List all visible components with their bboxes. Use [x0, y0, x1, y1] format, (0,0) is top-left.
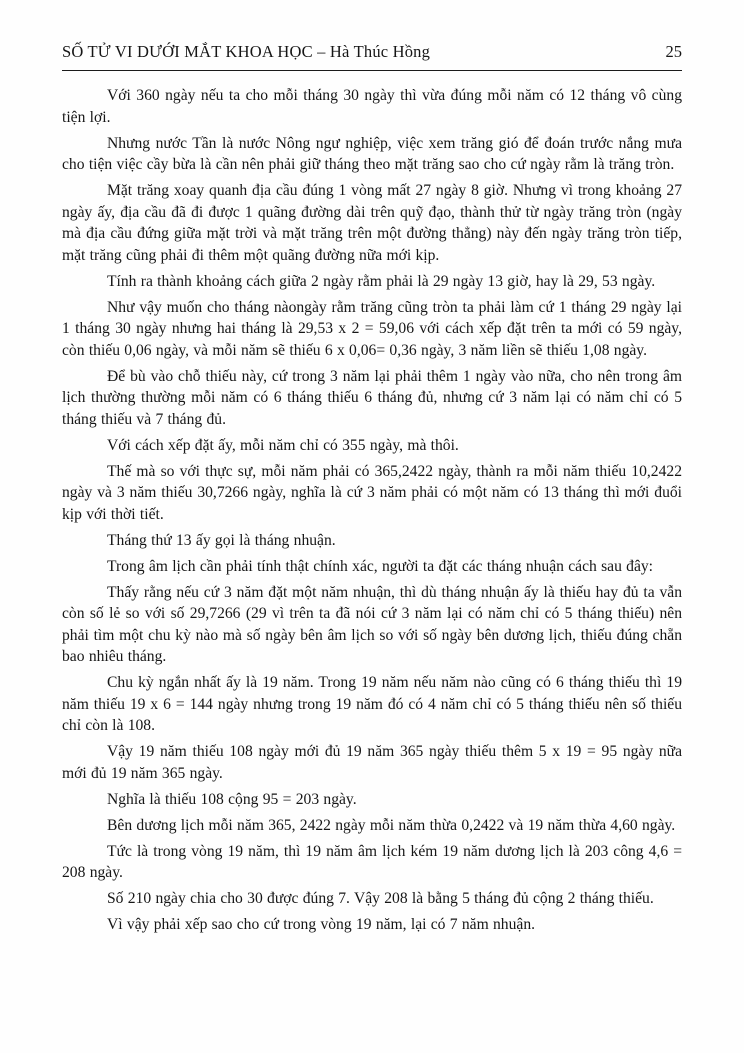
running-head-title: SỐ TỬ VI DƯỚI MẮT KHOA HỌC – Hà Thúc Hồng: [62, 42, 431, 61]
body-paragraph: Bên dương lịch mỗi năm 365, 2422 ngày mỗi năm thừa 0,2422 và 19 năm thừa 4,60 ngày.: [107, 816, 676, 834]
body-paragraph: Nghĩa là thiếu 108 cộng 95 = 203 ngày.: [107, 790, 357, 808]
page-body: [62, 85, 682, 940]
page-header: [62, 42, 682, 71]
body-paragraph: Vậy 19 năm thiếu 108 ngày mới đủ 19 năm 365 ngày thiếu thêm 5 x 19 = 95 ngày nữa mới đủ 19 năm 365 ngày.: [62, 743, 682, 782]
body-paragraph: Vì vậy phải xếp sao cho cứ trong vòng 19 năm, lại có 7 năm nhuận.: [107, 916, 536, 933]
body-paragraph: Số 210 ngày chia cho 30 được đúng 7. Vậy 208 là bằng 5 tháng đủ cộng 2 tháng thiếu.: [107, 890, 654, 907]
body-paragraph: Như vậy muốn cho tháng nàongày rằm trăng cũng tròn ta phải làm cứ 1 tháng 29 ngày lại 1 tháng 30 ngày nhưng hai tháng là 29,53 x 2 = 59,06 với cách xếp đặt trên ta mới có 59 ngày, còn thiếu 0,06 ngày, và mỗi năm sẽ thiếu 6 x 0,06= 0,36 ngày, 3 năm liền sẽ thiếu 1,08 ngày.: [62, 298, 682, 359]
body-paragraph: Chu kỳ ngắn nhất ấy là 19 năm. Trong 19 năm nếu năm nào cũng có 6 tháng thiếu thì 19 năm thiếu 19 x 6 = 144 ngày nhưng trong 19 năm đó có 4 năm chỉ có 5 tháng thiếu nên số thiếu chỉ còn là 108.: [62, 674, 682, 734]
body-paragraph: Tức là trong vòng 19 năm, thì 19 năm âm lịch kém 19 năm dương lịch là 203 công 4,6 = 208 ngày.: [62, 842, 682, 881]
body-paragraph: Nhưng nước Tần là nước Nông ngư nghiệp, việc xem trăng gió để đoán trước nắng mưa cho tiện việc cầy bừa là cần nên phải giữ tháng theo mặt trăng sao cho cứ ngày rằm là trăng tròn.: [62, 134, 682, 173]
body-paragraph: Trong âm lịch cần phải tính thật chính xác, người ta đặt các tháng nhuận cách sau đây:: [107, 557, 654, 575]
body-paragraph: Tháng thứ 13 ấy gọi là tháng nhuận.: [107, 531, 336, 549]
body-paragraph: Với 360 ngày nếu ta cho mỗi tháng 30 ngày thì vừa đúng mỗi năm có 12 tháng vô cùng tiện lợi.: [62, 87, 682, 126]
body-paragraph: Thế mà so với thực sự, mỗi năm phải có 365,2422 ngày, thành ra mỗi năm thiếu 10,2422 ngày và 3 năm thiếu 30,7266 ngày, nghĩa là cứ 3 năm phải có một năm có 13 tháng thì mới đuổi kịp với thời tiết.: [62, 462, 682, 523]
body-paragraph: Với cách xếp đặt ấy, mỗi năm chỉ có 355 ngày, mà thôi.: [107, 436, 459, 454]
body-paragraph: Mặt trăng xoay quanh địa cầu đúng 1 vòng mất 27 ngày 8 giờ. Nhưng vì trong khoảng 27 ngày ấy, địa cầu đã đi được 1 quãng đường dài trên quỹ đạo, thành thử từ ngày trăng tròn (ngày mà địa cầu đứng giữa mặt trời và mặt trăng trên một đường thẳng) này đến ngày trăng tròn tiếp, mặt trăng cũng phải đi thêm một quãng đường nữa mới kịp.: [62, 182, 682, 264]
body-paragraph: Để bù vào chỗ thiếu này, cứ trong 3 năm lại phải thêm 1 ngày vào nữa, cho nên trong âm lịch thường thường mỗi năm có 6 tháng thiếu 6 tháng đủ, nhưng cứ 3 năm lại có năm chỉ có 5 tháng thiếu và 7 tháng đủ.: [62, 367, 682, 428]
body-paragraph: Thấy rằng nếu cứ 3 năm đặt một năm nhuận, thì dù tháng nhuận ấy là thiếu hay đủ ta vẫn còn số lẻ so với số 29,7266 (29 vì trên ta đã nói cứ 3 năm lại có năm chỉ có 5 tháng thiếu) nên phải tìm một chu kỳ nào mà số ngày bên âm lịch so với số ngày bên dương lịch, thiếu đúng chẵn bao nhiêu tháng.: [62, 583, 682, 665]
body-paragraph: Tính ra thành khoảng cách giữa 2 ngày rằm phải là 29 ngày 13 giờ, hay là 29, 53 ngày.: [107, 272, 656, 290]
page-number: 25: [665, 42, 682, 61]
